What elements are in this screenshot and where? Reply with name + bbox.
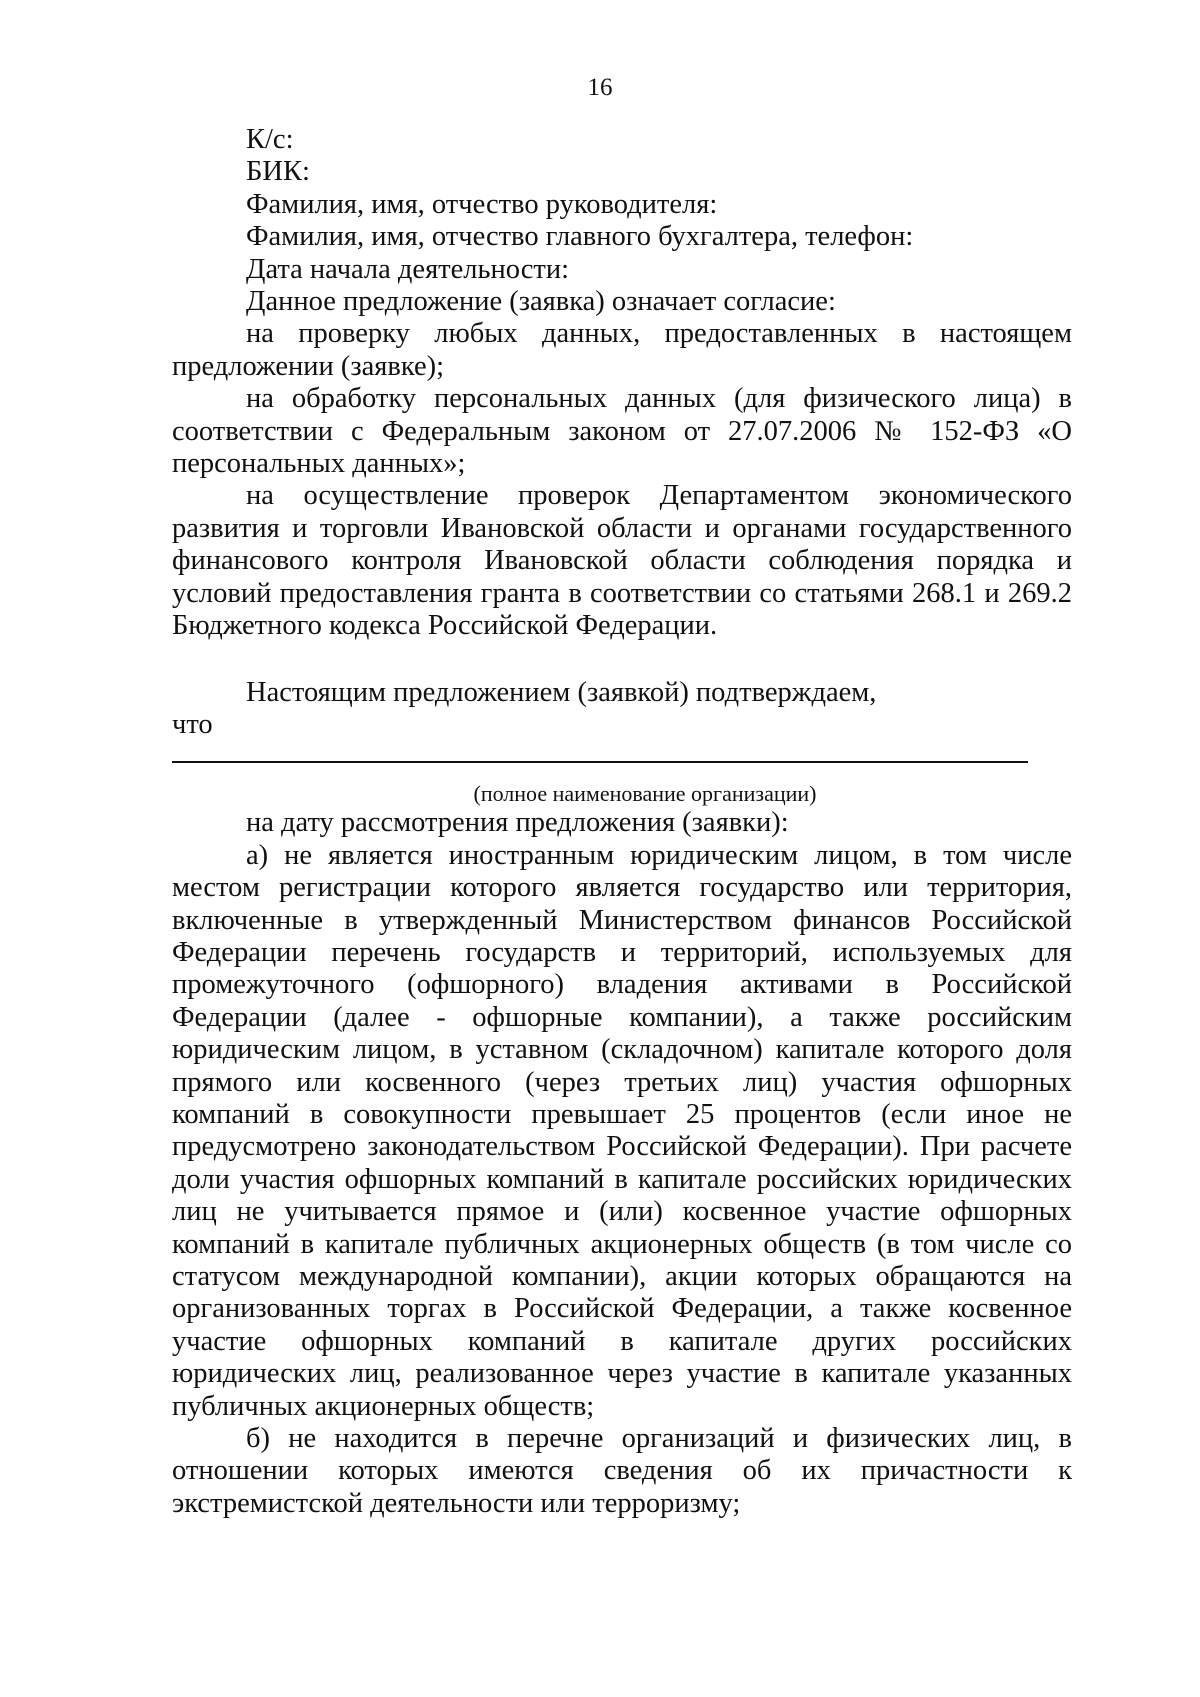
field-director-name: Фамилия, имя, отчество руководителя:	[246, 188, 718, 220]
consent-item-personal-data: на обработку персональных данных (для физического лица) в соответствии с Федеральным законом от 27.07.2006 № 152-ФЗ «О персональных данных»;	[172, 383, 1072, 480]
field-correspondent-account: К/с:	[246, 124, 294, 155]
spacer	[172, 643, 1072, 677]
confirmation-intro: Настоящим предложением (заявкой) подтверждаем,	[246, 676, 877, 708]
organization-name-caption: (полное наименование организации)	[473, 781, 817, 807]
page-number: 16	[587, 74, 613, 101]
review-date-line: на дату рассмотрения предложения (заявки):	[246, 807, 789, 839]
consent-item-verification: на проверку любых данных, предоставленных в настоящем предложении (заявке);	[172, 318, 1072, 382]
field-chief-accountant: Фамилия, имя, отчество главного бухгалтера, телефон:	[246, 221, 914, 253]
organization-name-blank	[172, 741, 1072, 781]
field-start-date: Дата начала деятельности:	[246, 253, 569, 285]
confirmation-what: что	[172, 708, 213, 740]
consent-item-inspections: на осуществление проверок Департаментом экономического развития и торговли Ивановской области и органами государственного финансового контроля Ивановской области соблюдения порядка и условий предоставления гранта в соответствии со статьями 268.1 и 269.2 Бюджетного кодекса Российской Федерации.	[172, 480, 1072, 642]
item-b-not-in-extremist-list: б) не находится в перечне организаций и физических лиц, в отношении которых имеются сведения об их причастности к экстремистской деятельности или терроризму;	[172, 1423, 1072, 1519]
field-bik: БИК:	[246, 156, 310, 188]
blank-underline	[172, 761, 1028, 763]
item-a-not-foreign-entity: а) не является иностранным юридическим лицом, в том числе местом регистрации которого является государство или территория, включенные в утвержденный Министерством финансов Российской Федерации перечень государств и территорий, используемых для промежуточного (офшорного) владения активами в Российской Федерации (далее - офшорные компании), а также российским юридическим лицом, в уставном (складочном) капитале которого доля прямого или косвенного (через третьих лиц) участия офшорных компаний в совокупности превышает 25 процентов (если иное не предусмотрено законодательством Российской Федерации). При расчете доли участия офшорных компаний в капитале российских юридических лиц не учитывается прямое и (или) косвенное участие офшорных компаний в капитале публичных акционерных обществ (в том числе со статусом международной компании), акции которых обращаются на организованных торгах в Российской Федерации, а также косвенное участие офшорных компаний в капитале других российских юридических лиц, реализованное через участие в капитале указанных публичных акционерных обществ;	[172, 839, 1072, 1422]
document-body	[172, 124, 1072, 1520]
consent-heading: Данное предложение (заявка) означает согласие:	[246, 286, 836, 318]
